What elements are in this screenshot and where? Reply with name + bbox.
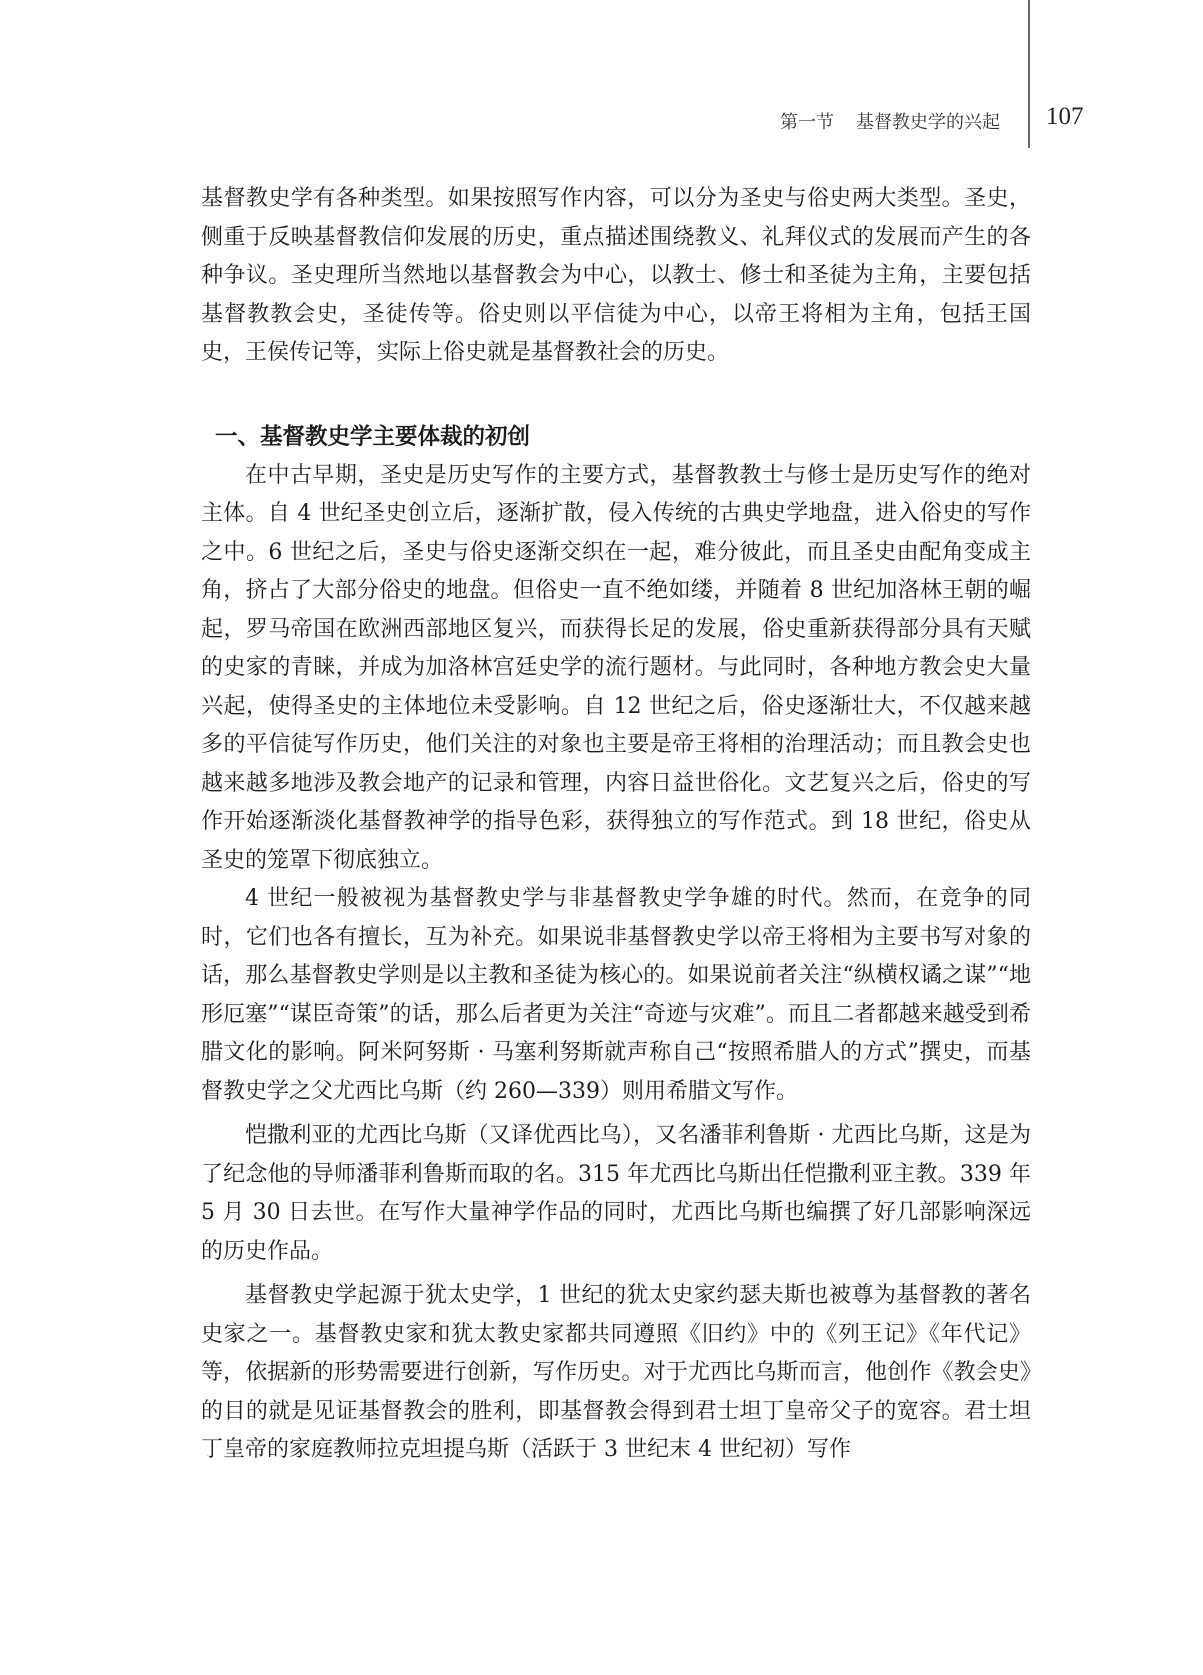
header-vertical-rule: [1028, 0, 1030, 148]
running-head-section: 第一节: [780, 112, 834, 133]
body-text: [201, 180, 1031, 1470]
paragraph-3: 恺撒利亚的尤西比乌斯（又译优西比乌），又名潘菲利鲁斯 · 尤西比乌斯，这是为了纪念他的导师潘菲利鲁斯而取的名。315 年尤西比乌斯出任恺撒利亚主教。339 年 5 月 30 日去世。在写作大量神学作品的同时，尤西比乌斯也编撰了好几部影响深远的历史作品。: [201, 1123, 1031, 1264]
paragraph-2: 4 世纪一般被视为基督教史学与非基督教史学争雄的时代。然而，在竞争的同时，它们也各有擅长，互为补充。如果说非基督教史学以帝王将相为主要书写对象的话，那么基督教史学则是以主教和圣徒为核心的。如果说前者关注“纵横权谲之谋”“地形厄塞”“谋臣奇策”的话，那么后者更为关注“奇迹与灾难”。而且二者都越来越受到希腊文化的影响。阿米阿努斯 · 马塞利努斯就声称自己“按照希腊人的方式”撰史，而基督教史学之父尤西比乌斯（约 260—339）则用希腊文写作。: [201, 886, 1031, 1104]
running-head: [700, 108, 1000, 134]
paragraph-1: 在中古早期，圣史是历史写作的主要方式，基督教教士与修士是历史写作的绝对主体。自 4 世纪圣史创立后，逐渐扩散，侵入传统的古典史学地盘，进入俗史的写作之中。6 世纪之后，圣史与俗史逐渐交织在一起，难分彼此，而且圣史由配角变成主角，挤占了大部分俗史的地盘。但俗史一直不绝如缕，并随着 8 世纪加洛林王朝的崛起，罗马帝国在欧洲西部地区复兴，而获得长足的发展，俗史重新获得部分具有天赋的史家的青睐，并成为加洛林宫廷史学的流行题材。与此同时，各种地方教会史大量兴起，使得圣史的主体地位未受影响。自 12 世纪之后，俗史逐渐壮大，不仅越来越多的平信徒写作历史，他们关注的对象也主要是帝王将相的治理活动；而且教会史也越来越多地涉及教会地产的记录和管理，内容日益世俗化。文艺复兴之后，俗史的写作开始逐渐淡化基督教神学的指导色彩，获得独立的写作范式。到 18 世纪，俗史从圣史的笼罩下彻底独立。: [201, 462, 1031, 873]
intro-paragraph: 基督教史学有各种类型。如果按照写作内容，可以分为圣史与俗史两大类型。圣史，侧重于反映基督教信仰发展的历史，重点描述围绕教义、礼拜仪式的发展而产生的各种争议。圣史理所当然地以基督教会为中心，以教士、修士和圣徒为主角，主要包括基督教教会史，圣徒传等。俗史则以平信徒为中心，以帝王将相为主角，包括王国史，王侯传记等，实际上俗史就是基督教社会的历史。: [201, 186, 1031, 365]
paragraph-4: 基督教史学起源于犹太史学，1 世纪的犹太史家约瑟夫斯也被尊为基督教的著名史家之一。基督教史家和犹太教史家都共同遵照《旧约》中的《列王记》《年代记》等，依据新的形势需要进行创新，写作历史。对于尤西比乌斯而言，他创作《教会史》的目的就是见证基督教会的胜利，即基督教会得到君士坦丁皇帝父子的宽容。君士坦丁皇帝的家庭教师拉克坦提乌斯（活跃于 3 世纪末 4 世纪初）写作: [201, 1283, 1031, 1462]
page-number: 107: [1046, 103, 1084, 130]
running-head-title: 基督教史学的兴起: [856, 112, 1000, 133]
section-heading: 一、基督教史学主要体裁的初创: [215, 423, 531, 450]
